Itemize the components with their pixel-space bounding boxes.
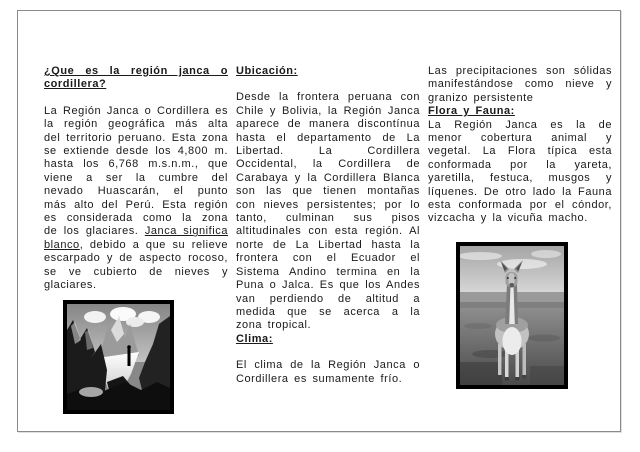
text-columns [44,65,612,414]
definicion-text-end: , debido a que su relieve escarpado y de aspecto rocoso, se ve cubierto de nieves y glaciares. [44,238,228,292]
definicion-text: La Región Janca o Cordillera es la región geográfica más alta del territorio peruano. Esta zona se extiende desde los 4,800 m. hasta los 6,768 m.s.n.m., que viene a ser la cumbre del nevado Huascarán, el punto más alto del Perú. Esta región es considerada como la zona de los glaciares. [44,104,228,238]
paragraph-ubicacion: Desde la frontera peruana con Chile y Bolivia, la Región Janca aparece de manera discontínua hasta el departamento de La Libertad. La Cordillera Occidental, la Cordillera de Carabaya y la Cordillera Blanca son las que tienen montañas con nieves persistentes; por lo tanto, culminan sus pisos altitudinales con esta región. Al norte de La Libertad hasta la frontera con el Ecuador el Sistema Andino termina en la Puna o Jalca. Es que los Andes van perdiendo de altitud a medida que se acerca a la zona tropical. [236,91,420,332]
janca-significa-blanco-underlined: Janca significa blanco [44,225,228,251]
vicuna-photo [456,242,568,389]
mountain-glacier-photo [63,300,174,414]
heading-flora-fauna: Flora y Fauna: [428,105,515,118]
vicuna-illustration [460,246,564,385]
column-definicion [44,65,228,414]
column-ubicacion-clima [236,65,420,414]
mountain-glacier-illustration [67,304,170,410]
heading-clima: Clima: [236,332,273,345]
paragraph-definicion [44,105,228,293]
heading-que-es-la-region: ¿Que es la región janca o cordillera? [44,65,228,91]
paragraph-precipitaciones: Las precipitaciones son sólidas manifestándose como nieve y granizo persistente [428,65,612,104]
heading-ubicacion: Ubicación: [236,65,298,77]
paragraph-flora-fauna: La Región Janca es la de menor cobertura animal y vegetal. La Flora típica esta conformada por la yareta, yaretilla, festuca, musgos y líquenes. De otro lado la Fauna esta conformada por el cóndor, vizcacha y la vicuña macho. [428,118,612,225]
column-flora-fauna [428,65,612,414]
document-page [17,10,621,432]
paragraph-clima: El clima de la Región Janca o Cordillera es sumamente frío. [236,359,420,385]
